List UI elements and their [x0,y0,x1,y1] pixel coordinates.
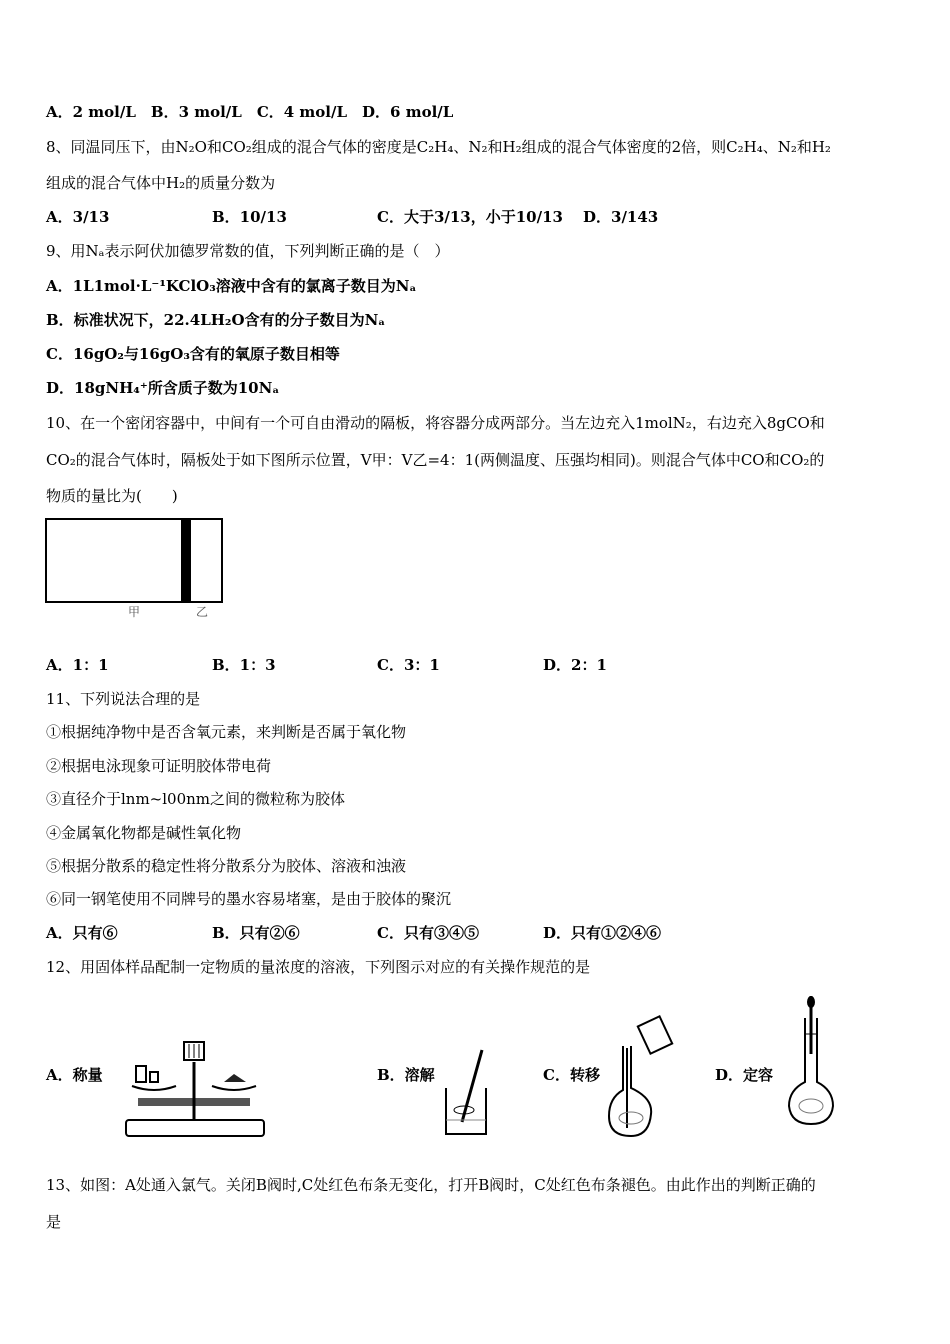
q9-stem: 9、用Nₐ表示阿伏加德罗常数的值，下列判断正确的是（ ） [46,242,450,260]
balance-scale-figure [118,1038,268,1144]
sliding-partition [181,519,191,602]
q11-option-a: A．只有⑥ [46,924,118,942]
q12-option-c: C．转移 [543,1066,600,1084]
q8-stem-line-2: 组成的混合气体中H₂的质量分数为 [46,174,276,192]
q11-item-6: ⑥同一钢笔使用不同牌号的墨水容易堵塞，是由于胶体的聚沉 [46,890,452,908]
q10-stem-line-1: 10、在一个密闭容器中，中间有一个可自由滑动的隔板，将容器分成两部分。当左边充入1molN₂，右边充入8gCO和 [46,414,825,432]
container-outline [46,519,222,602]
q12-option-d: D．定容 [715,1066,774,1084]
q10-container-figure [44,517,226,625]
q12-option-a: A．称量 [46,1066,103,1084]
q8-option-a: A．3/13 [46,208,110,226]
q11-option-b: B．只有②⑥ [212,924,300,942]
q10-option-c: C．3：1 [377,656,440,674]
q10-option-a: A．1：1 [46,656,109,674]
q10-stem-line-3: 物质的量比为( ) [46,487,178,505]
q9-option-d: D．18gNH₄⁺所含质子数为10Nₐ [46,379,280,397]
q9-option-c: C．16gO₂与16gO₃含有的氧原子数目相等 [46,345,340,363]
q11-item-4: ④金属氧化物都是碱性氧化物 [46,824,242,842]
q11-stem: 11、下列说法合理的是 [46,690,201,708]
volumetric-flask-fixing-volume-figure [785,994,837,1132]
q11-item-5: ⑤根据分散系的稳定性将分散系分为胶体、溶液和浊液 [46,857,407,875]
q11-option-c: C．只有③④⑤ [377,924,479,942]
label-yi: 乙 [196,605,209,619]
q8-option-d: D．3/143 [583,208,659,226]
q13-stem-line-2: 是 [46,1213,62,1231]
q13-stem-line-1: 13、如图：A处通入氯气。关闭B阀时,C处红色布条无变化，打开B阀时，C处红色布条褪色。由此作出的判断正确的 [46,1176,816,1194]
q11-item-3: ③直径介于lnm~l00nm之间的微粒称为胶体 [46,790,346,808]
volumetric-flask-transfer-figure [605,1012,675,1142]
q9-option-b: B．标准状况下，22.4LH₂O含有的分子数目为Nₐ [46,311,386,329]
q10-option-d: D．2：1 [543,656,607,674]
q11-item-2: ②根据电泳现象可证明胶体带电荷 [46,757,272,775]
q10-option-b: B．1：3 [212,656,276,674]
q10-stem-line-2: CO₂的混合气体时，隔板处于如下图所示位置，V甲：V乙=4：1(两侧温度、压强均相同)。则混合气体中CO和CO₂的 [46,451,825,469]
q8-option-b: B．10/13 [212,208,287,226]
beaker-figure [440,1048,494,1144]
q7-options: A．2 mol/L B．3 mol/L C．4 mol/L D．6 mol/L [46,103,454,121]
label-jia: 甲 [128,605,141,619]
q11-item-1: ①根据纯净物中是否含氧元素，来判断是否属于氧化物 [46,723,407,741]
q8-stem-line-1: 8、同温同压下，由N₂O和CO₂组成的混合气体的密度是C₂H₄、N₂和H₂组成的混合气体密度的2倍，则C₂H₄、N₂和H₂ [46,138,831,156]
q11-option-d: D．只有①②④⑥ [543,924,662,942]
q9-option-a: A．1L1mol·L⁻¹KClO₃溶液中含有的氯离子数目为Nₐ [46,277,417,295]
q12-option-b: B．溶解 [377,1066,435,1084]
q12-stem: 12、用固体样品配制一定物质的量浓度的溶液，下列图示对应的有关操作规范的是 [46,958,591,976]
q8-option-c: C．大于3/13，小于10/13 [377,208,563,226]
